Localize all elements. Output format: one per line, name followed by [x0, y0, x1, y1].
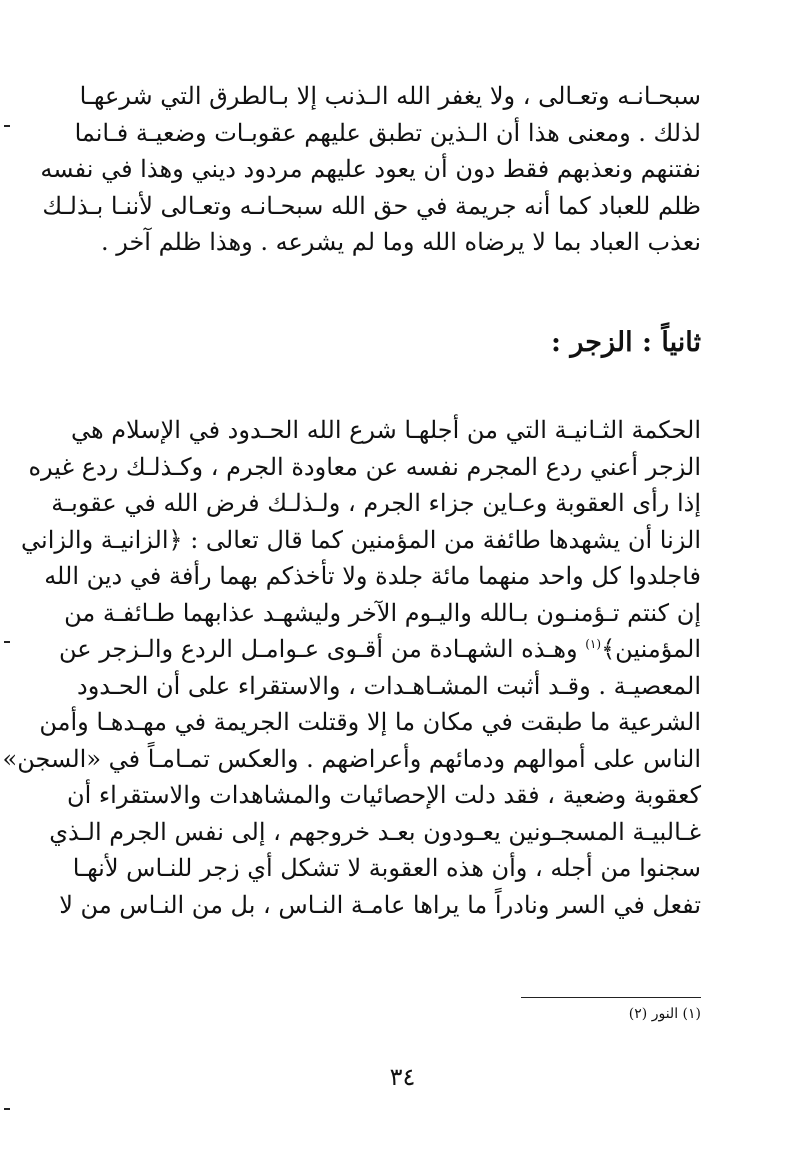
text-line: المعصيـة . وقـد أثبت المشـاهـدات ، والاستقراء على أن الحـدود — [77, 671, 701, 700]
text-line: نفتنهم ونعذبهم فقط دون أن يعود عليهم مردود ديني وهذا في نفسه — [40, 155, 701, 183]
text-line: لذلك . ومعنى هذا أن الـذين تطبق عليهم عقوبـات وضعيـة فـانما — [74, 118, 701, 147]
text-line: ظلم للعباد كما أنه جريمة في حق الله سبحـانـه وتعـالى لأننـا بـذلـك — [42, 191, 701, 220]
margin-mark — [4, 641, 10, 643]
margin-mark — [4, 1108, 10, 1110]
text-line: نعذب العباد بما لا يرضاه الله وما لم يشرعه . وهذا ظلم آخر . — [100, 228, 701, 256]
text-line-rest: وهـذه الشهـادة من أقـوى عـوامـل الردع والـزجر عن — [58, 635, 578, 663]
text-line: سجنوا من أجله ، وأن هذه العقوبة لا تشكل أي زجر للنـاس لأنهـا — [72, 854, 701, 882]
text-line-with-footnote — [58, 631, 701, 668]
footnote-reference: (١) — [585, 637, 602, 651]
text-line: الزجر أعني ردع المجرم نفسه عن معاودة الجرم ، وكـذلـك ردع غيره — [28, 452, 701, 481]
text-line: تفعل في السر ونادراً ما يراها عامـة النـاس ، بل من النـاس من لا — [59, 890, 701, 919]
footnote: (١) النور (٢) — [628, 1006, 701, 1022]
footnote-divider — [521, 997, 701, 998]
text-line: الشرعية ما طبقت في مكان ما إلا وقتلت الجريمة في مهـدهـا وأمن — [39, 708, 701, 736]
quote-end: المؤمنين﴾ — [601, 635, 701, 663]
section-heading: ثانياً : الزجر : — [551, 327, 701, 358]
text-line: غـالبيـة المسجـونين يعـودون بعـد خروجهم ، إلى نفس الجرم الـذي — [49, 817, 701, 846]
paragraph-deterrence — [2, 412, 701, 923]
text-line: الزنا أن يشهدها طائفة من المؤمنين كما قال تعالى : ﴿الزانيـة والزاني — [21, 525, 701, 554]
text-line: الناس على أموالهم ودمائهم وأعراضهم . والعكس تمـامـاً في «السجن» — [2, 744, 701, 773]
page-number: ٣٤ — [389, 1063, 416, 1091]
text-line: الحكمة الثـانيـة التي من أجلهـا شرع الله الحـدود في الإسلام هي — [71, 416, 701, 444]
paragraph-intro — [40, 78, 701, 261]
text-line: سبحـانـه وتعـالى ، ولا يغفر الله الـذنب إلا بـالطرق التي شرعهـا — [79, 82, 701, 110]
text-line: فاجلدوا كل واحد منهما مائة جلدة ولا تأخذكم بهما رأفة في دين الله — [44, 562, 701, 590]
text-line: كعقوبة وضعية ، فقد دلت الإحصائيات والمشاهدات والاستقراء أن — [66, 781, 701, 809]
text-line: إن كنتم تـؤمنـون بـالله واليـوم الآخر وليشهـد عذابهما طـائفـة من — [64, 598, 701, 627]
text-line: إذا رأى العقوبة وعـاين جزاء الجرم ، ولـذلـك فرض الله في عقوبـة — [51, 489, 701, 517]
margin-mark — [4, 125, 10, 127]
